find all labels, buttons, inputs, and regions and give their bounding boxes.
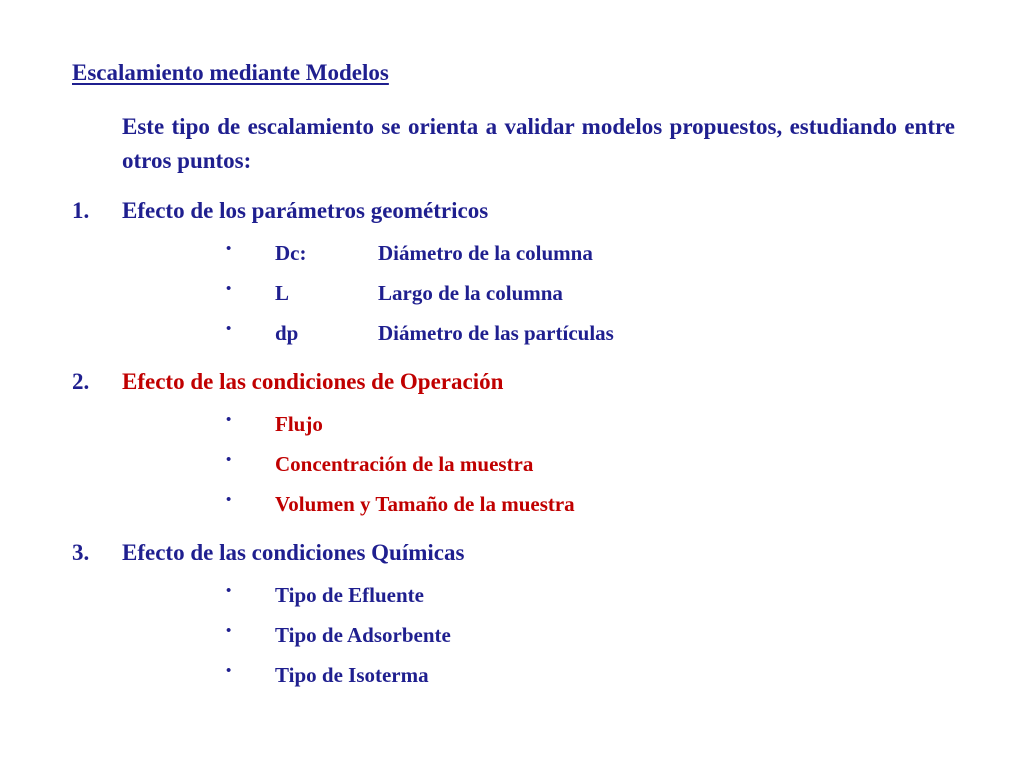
section-number: 1.	[72, 198, 90, 223]
item-text: Tipo de Adsorbente	[275, 623, 451, 647]
section-title: Efecto de las condiciones Químicas	[122, 540, 465, 565]
bullet-icon: •	[226, 241, 232, 257]
item-text: Largo de la columna	[378, 281, 563, 305]
item-text: Concentración de la muestra	[275, 452, 534, 476]
section-number: 2.	[72, 369, 90, 394]
bullet-icon: •	[226, 583, 232, 599]
section-title: Efecto de los parámetros geométricos	[122, 198, 489, 223]
item-text: Tipo de Isoterma	[275, 663, 429, 687]
bullet-icon: •	[226, 281, 232, 297]
bullet-icon: •	[226, 321, 232, 337]
bullet-icon: •	[226, 623, 232, 639]
section-number: 3.	[72, 540, 90, 565]
item-label: L	[275, 281, 290, 305]
item-label: dp	[275, 321, 299, 345]
item-text: Volumen y Tamaño de la muestra	[275, 492, 575, 516]
item-label: Dc:	[275, 241, 307, 265]
section-title: Efecto de las condiciones de Operación	[122, 369, 504, 394]
item-text: Diámetro de la columna	[378, 241, 593, 265]
item-text: Flujo	[275, 412, 323, 436]
item-text: Tipo de Efluente	[275, 583, 424, 607]
slide-title: Escalamiento mediante Modelos	[72, 60, 389, 85]
intro-paragraph: Este tipo de escalamiento se orienta a validar modelos propuestos, estudiando entre otros puntos:	[122, 114, 955, 173]
bullet-icon: •	[226, 412, 232, 428]
bullet-icon: •	[226, 663, 232, 679]
bullet-icon: •	[226, 492, 232, 508]
item-text: Diámetro de las partículas	[378, 321, 614, 345]
bullet-icon: •	[226, 452, 232, 468]
